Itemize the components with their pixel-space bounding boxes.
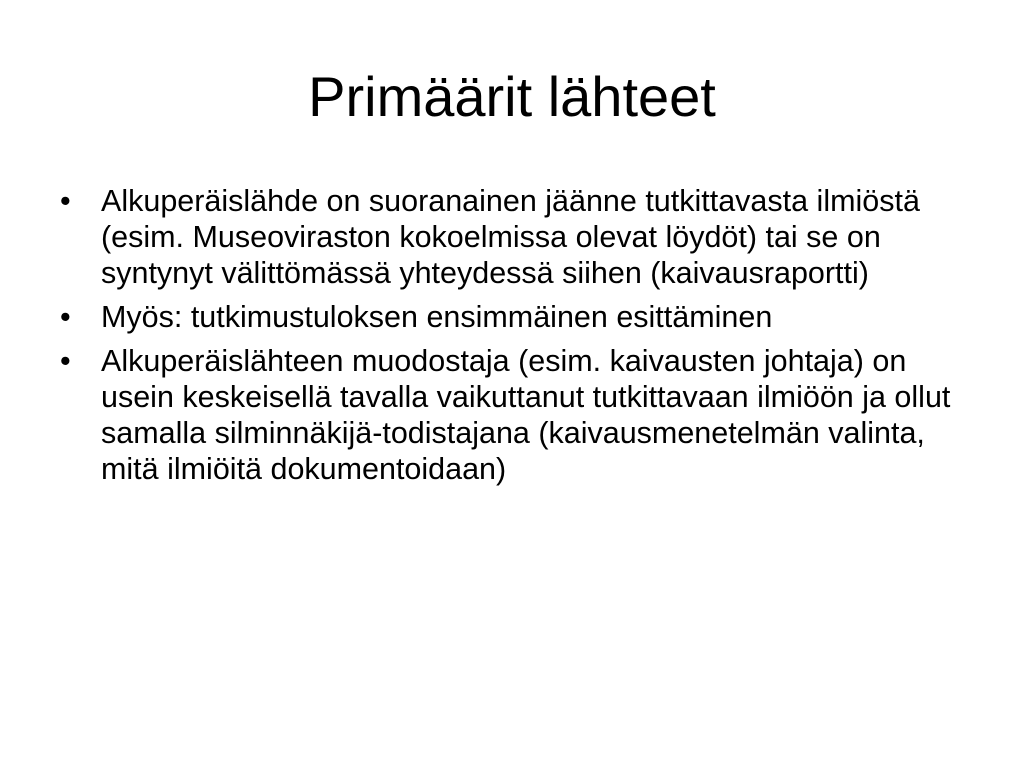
slide-title: Primäärit lähteet bbox=[308, 65, 716, 128]
bullet-dot-icon: • bbox=[60, 184, 71, 218]
bullet-dot-icon: • bbox=[60, 300, 71, 334]
bullet-item bbox=[60, 343, 970, 487]
bullet-dot-icon: • bbox=[60, 344, 71, 378]
bullet-text: Myös: tutkimustuloksen ensimmäinen esittäminen bbox=[101, 300, 773, 334]
bullet-item bbox=[60, 183, 970, 291]
bullet-list bbox=[60, 183, 970, 495]
bullet-text: Alkuperäislähteen muodostaja (esim. kaivausten johtaja) on usein keskeisellä tavalla vaikuttanut tutkittavaan ilmiöön ja ollut samalla silminnäkijä-todistajana (kaivausmenetelmän valinta, mitä ilmiöitä dokumentoidaan) bbox=[101, 344, 951, 486]
bullet-text: Alkuperäislähde on suoranainen jäänne tutkittavasta ilmiöstä (esim. Museoviraston kokoelmissa olevat löydöt) tai se on syntynyt välittömässä yhteydessä siihen (kaivausraportti) bbox=[101, 184, 920, 290]
bullet-item bbox=[60, 299, 970, 335]
